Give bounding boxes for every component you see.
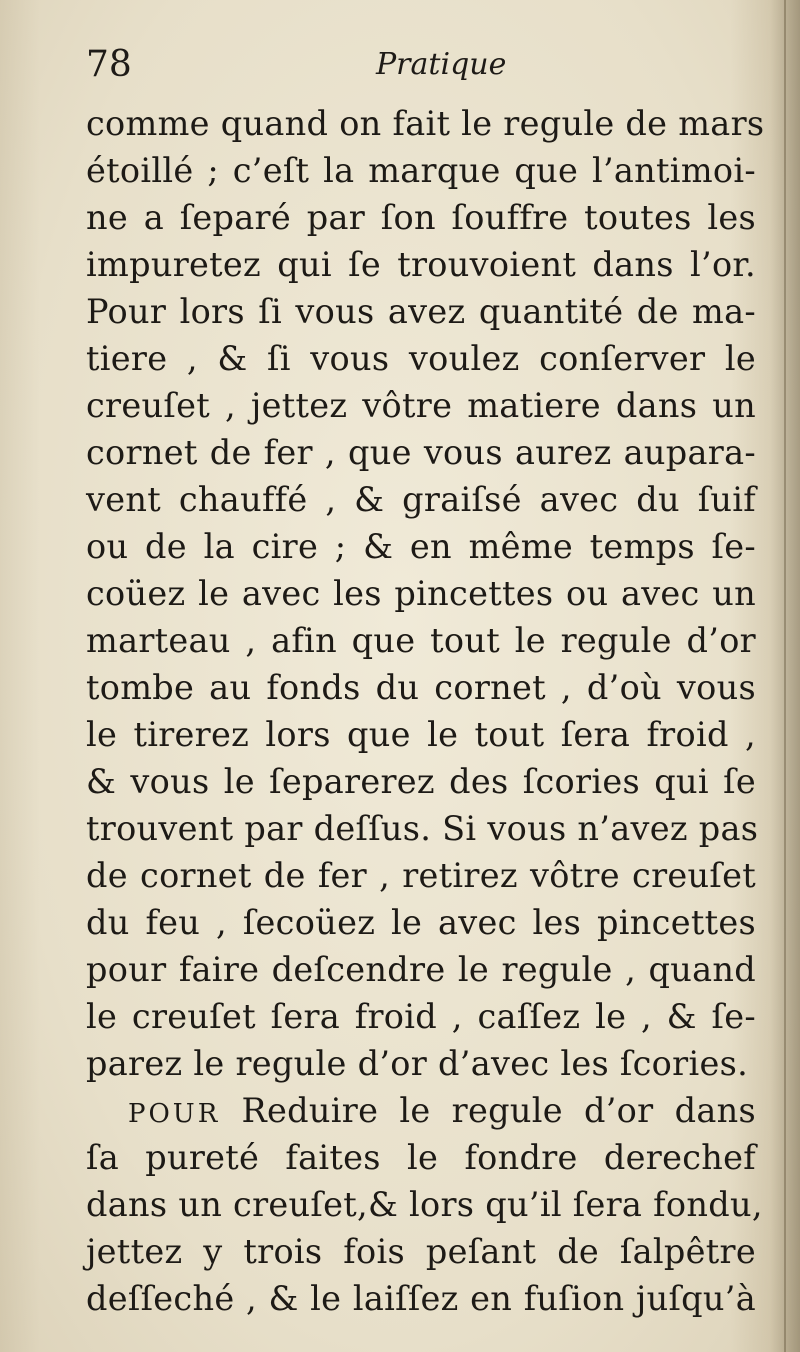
text-line: du feu , ſecoüez le avec les pincettes: [86, 903, 756, 942]
page-edge-shadow: [784, 0, 786, 1352]
text-line: pour faire deſcendre le regule , quand: [86, 950, 756, 989]
paragraph-first-line: [86, 1087, 756, 1134]
text-line: ſa pureté faites le fondre derechef: [86, 1138, 756, 1177]
text-line: cornet de fer , que vous aurez aupara-: [86, 433, 756, 472]
text-line: ou de la cire ; & en même temps ſe-: [86, 527, 756, 566]
text-line: ne a ſeparé par ſon ſouffre toutes les: [86, 198, 756, 237]
text-line: creuſet , jettez vôtre matiere dans un: [86, 386, 756, 425]
text-line: & vous le ſeparerez des ſcories qui ſe: [86, 762, 756, 801]
page-number: 78: [86, 44, 132, 85]
text-line: étoillé ; c’eſt la marque que l’antimoi-: [86, 151, 756, 190]
text-line: impuretez qui ſe trouvoient dans l’or.: [86, 245, 756, 284]
text-line: trouvent par deſſus. Si vous n’avez pas: [86, 809, 759, 848]
text-line: le tirerez lors que le tout ſera froid ,: [86, 715, 756, 754]
text-line: de cornet de fer , retirez vôtre creuſet: [86, 856, 756, 895]
text-line: marteau , afin que tout le regule d’or: [86, 621, 756, 660]
text-line: comme quand on fait le regule de mars: [86, 104, 765, 143]
paragraph-first-line-text: Reduire le regule d’or dans: [241, 1091, 756, 1130]
text-line: vent chauffé , & graiſsé avec du ſuif: [86, 480, 756, 519]
text-line: le creuſet ſera froid , caſſez le , & ſe-: [86, 997, 756, 1036]
paragraph-lead-word: POUR: [128, 1099, 221, 1129]
text-line: tombe au fonds du cornet , d’où vous: [86, 668, 756, 707]
running-head: Pratique: [376, 47, 507, 82]
page-header: [86, 42, 756, 88]
text-line: jettez y trois fois peſant de ſalpêtre: [86, 1232, 756, 1271]
body-text: [86, 100, 765, 1322]
text-line: coüez le avec les pincettes ou avec un: [86, 574, 756, 613]
text-line: tiere , & ſi vous voulez conſerver le: [86, 339, 756, 378]
text-line: parez le regule d’or d’avec les ſcories.: [86, 1044, 749, 1083]
text-line: dans un creuſet,& lors qu’il ſera fondu,: [86, 1185, 763, 1224]
text-line: deſſeché , & le laiſſez en fuſion juſqu’à: [86, 1279, 756, 1318]
text-line: Pour lors ſi vous avez quantité de ma-: [86, 292, 756, 331]
